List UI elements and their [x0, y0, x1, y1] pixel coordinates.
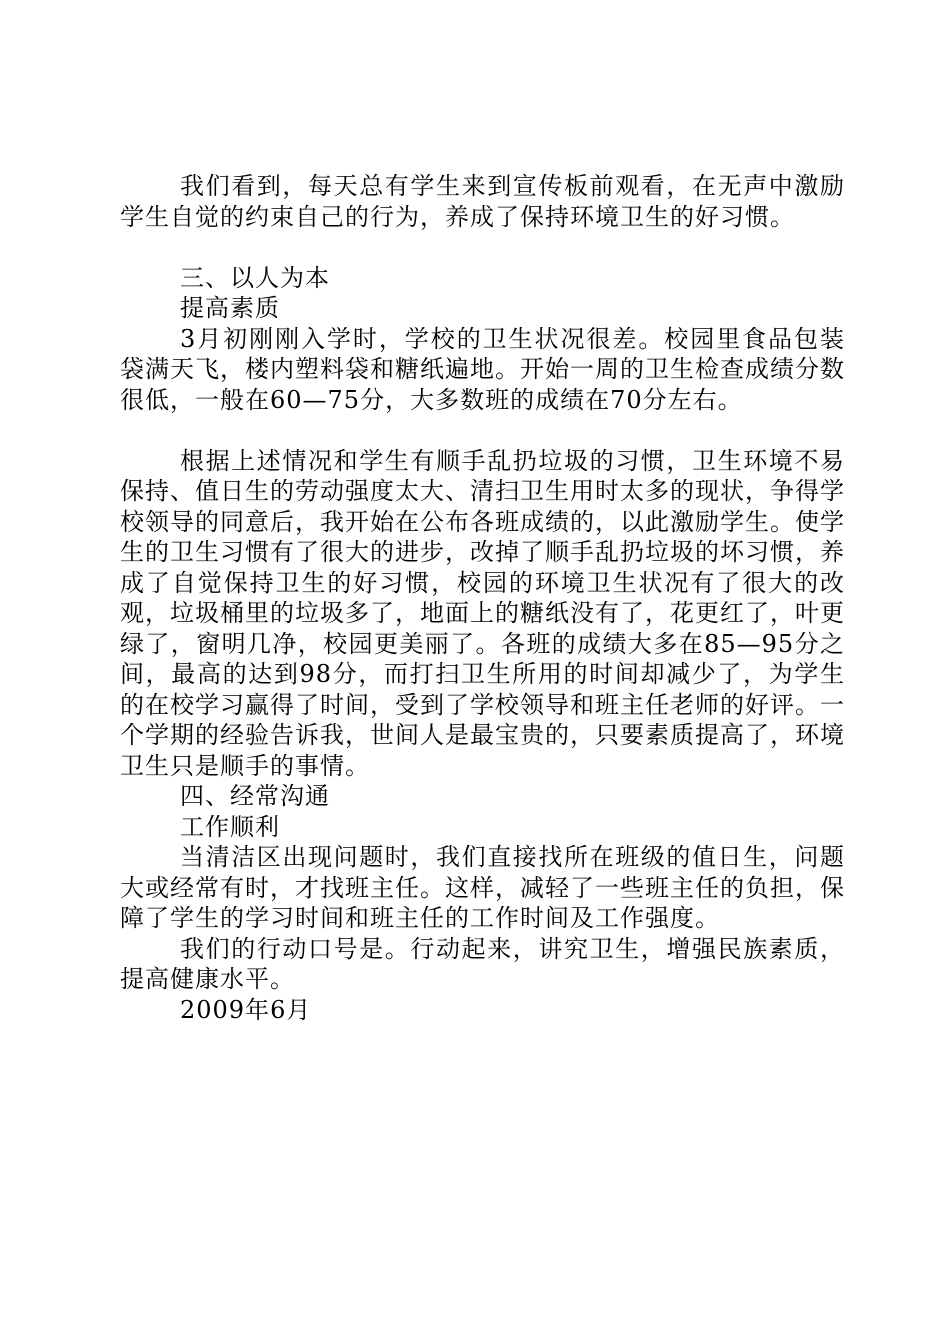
section-subheading-4: 工作顺利	[180, 812, 280, 841]
blank-line	[120, 232, 845, 263]
paragraph-slogan: 我们的行动口号是。行动起来，讲究卫生，增强民族素质，提高健康水平。	[120, 934, 845, 993]
section-subheading-3: 提高素质	[180, 294, 280, 322]
section-heading-4: 四、经常沟通	[180, 782, 330, 810]
blank-line	[120, 415, 845, 446]
document-page	[120, 171, 845, 1025]
paragraph-motivation: 我们看到，每天总有学生来到宣传板前观看，在无声中激励学生自觉的约束自己的行为，养成了保持环境卫生的好习惯。	[120, 172, 845, 231]
paragraph-communication: 当清洁区出现问题时，我们直接找所在班级的值日生，问题大或经常有时，才找班主任。这样，减轻了一些班主任的负担，保障了学生的学习时间和班主任的工作时间及工作强度。	[120, 843, 845, 932]
paragraph-improvements: 根据上述情况和学生有顺手乱扔垃圾的习惯，卫生环境不易保持、值日生的劳动强度太大、清扫卫生用时太多的现状，争得学校领导的同意后，我开始在公布各班成绩的，以此激励学生。使学生的卫生习惯有了很大的进步，改掉了顺手乱扔垃圾的坏习惯，养成了自觉保持卫生的好习惯，校园的环境卫生状况有了很大的改观，垃圾桶里的垃圾多了，地面上的糖纸没有了，花更红了，叶更绿了，窗明几净，校园更美丽了。各班的成绩大多在85—95分之间，最高的达到98分，而打扫卫生所用的时间却减少了，为学生的在校学习赢得了时间，受到了学校领导和班主任老师的好评。一个学期的经验告诉我，世间人是最宝贵的，只要素质提高了，环境卫生只是顺手的事情。	[120, 446, 845, 780]
document-date: 2009年6月	[180, 995, 312, 1024]
section-heading-3: 三、以人为本	[180, 263, 330, 292]
paragraph-initial-situation: 3月初刚刚入学时，学校的卫生状况很差。校园里食品包装袋满天飞，楼内塑料袋和糖纸遍地。开始一周的卫生检查成绩分数很低，一般在60—75分，大多数班的成绩在70分左右。	[120, 324, 845, 414]
